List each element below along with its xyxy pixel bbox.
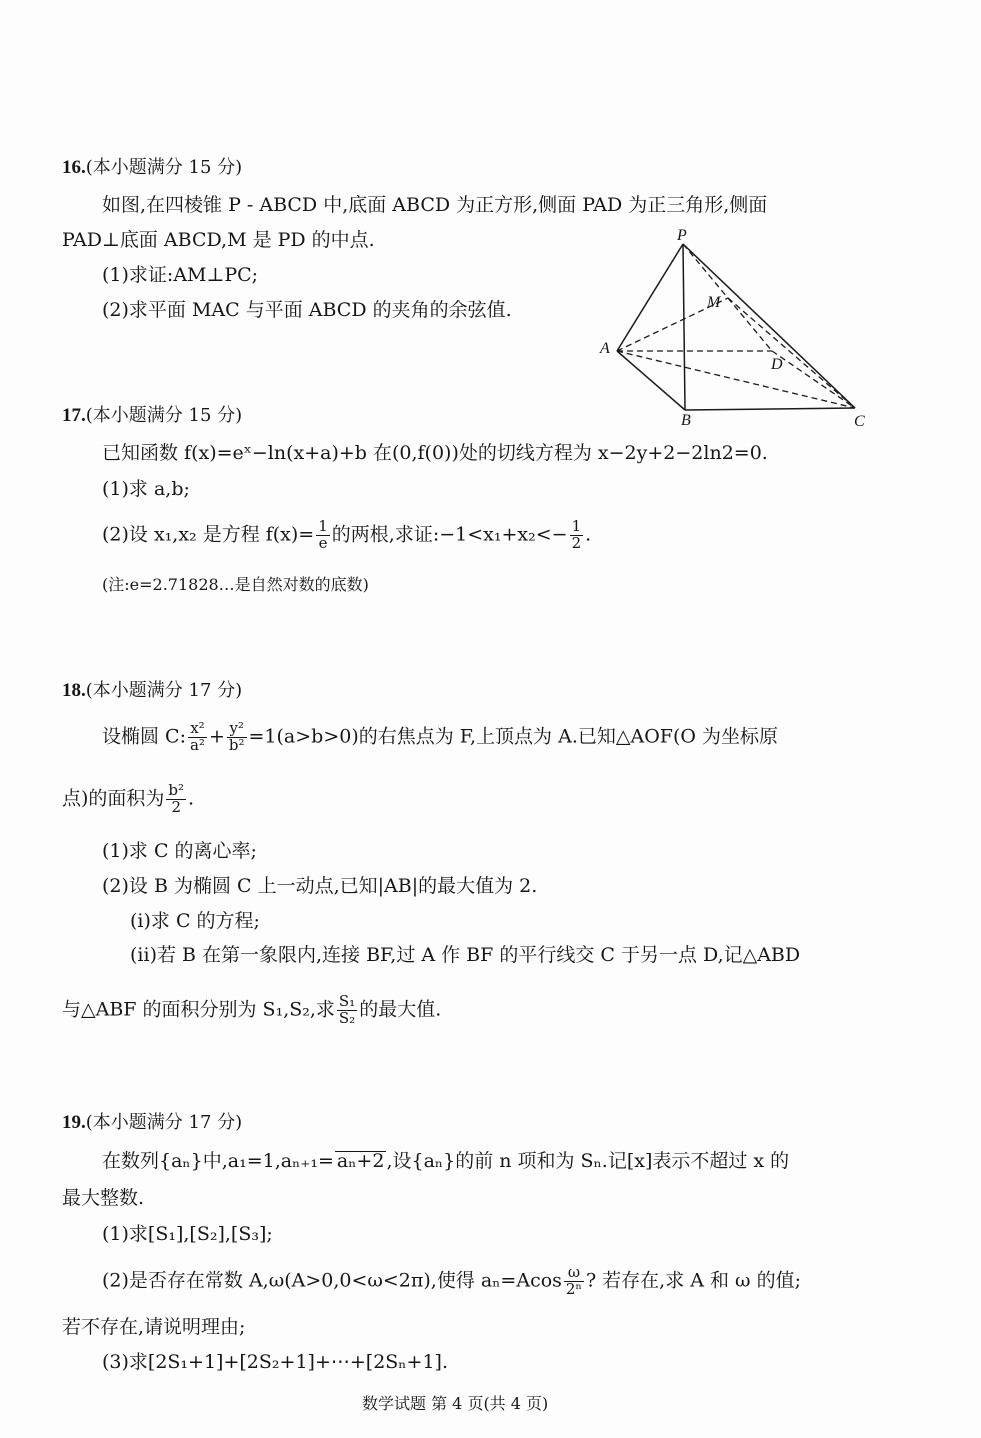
pyramid-figure — [592, 222, 882, 432]
fraction-omega-2n — [564, 1265, 584, 1298]
q19-part1: (1)求[S₁],[S₂],[S₃]; — [102, 1223, 273, 1245]
segment-MC — [728, 298, 855, 408]
frac-denominator: 2 — [571, 533, 582, 552]
q18-line2 — [62, 783, 194, 816]
q19-line1 — [102, 1151, 789, 1171]
q18-text-c: =1(a>b>0)的右焦点为 F,上顶点为 A.已知△AOF(O 为坐标原 — [248, 725, 778, 748]
label-B: B — [681, 412, 691, 429]
q18-number: 18. — [62, 680, 86, 701]
q16-number: 16. — [62, 157, 86, 178]
sqrt-expression — [335, 1151, 387, 1171]
frac-denominator: 2 — [171, 797, 181, 816]
edge-BC — [685, 408, 855, 410]
q18-text-f: 与△ABF 的面积分别为 S₁,S₂,求 — [62, 998, 335, 1021]
q17-score: (本小题满分 15 分) — [85, 405, 243, 426]
q19-text-c: (2)是否存在常数 A,ω(A>0,0<ω<2π),使得 aₙ=Acos — [102, 1269, 562, 1292]
q19-heading — [62, 1113, 242, 1132]
q18-score: (本小题满分 17 分) — [85, 680, 243, 701]
frac-numerator: y² — [227, 721, 247, 738]
q17-line1: 已知函数 f(x)=eˣ−ln(x+a)+b 在(0,f(0))处的切线方程为 x−2y+2−2ln2=0. — [102, 442, 768, 464]
edge-PB — [683, 244, 685, 410]
label-M: M — [707, 294, 721, 311]
q19-score: (本小题满分 17 分) — [85, 1112, 243, 1133]
q18-last-line — [62, 994, 441, 1027]
label-P: P — [677, 227, 687, 244]
q19-text-b: ,设{aₙ}的前 n 项和为 Sₙ.记[x]表示不超过 x 的 — [386, 1150, 790, 1172]
fraction-b2-2 — [166, 783, 186, 816]
frac-numerator: 1 — [571, 517, 582, 535]
page-footer: 数学试题 第 4 页(共 4 页) — [362, 1394, 549, 1413]
q17-part1: (1)求 a,b; — [102, 478, 190, 500]
edge-AB — [617, 351, 685, 410]
q17-part2-text-b: 的两根,求证:−1<x₁+x₂<− — [331, 523, 568, 546]
q17-fraction-1-over-e — [316, 519, 330, 552]
q16-part2: (2)求平面 MAC 与平面 ABCD 的夹角的余弦值. — [102, 299, 512, 321]
frac-denominator: b² — [228, 735, 245, 754]
q17-number: 17. — [62, 405, 86, 426]
edge-PA — [617, 244, 683, 351]
q18-part2: (2)设 B 为椭圆 C 上一动点,已知|AB|的最大值为 2. — [102, 875, 538, 897]
q16-score: (本小题满分 15 分) — [85, 157, 243, 178]
q18-heading — [62, 681, 242, 700]
fraction-x2-a2 — [188, 721, 207, 754]
q17-heading — [62, 406, 242, 425]
label-C: C — [854, 413, 865, 430]
q17-note: (注:e=2.71828…是自然对数的底数) — [102, 575, 369, 594]
sqrt-content: aₙ+2 — [336, 1150, 385, 1172]
q19-part3: (3)求[2S₁+1]+[2S₂+1]+⋯+[2Sₙ+1]. — [102, 1351, 448, 1373]
q16-line1: 如图,在四棱锥 P - ABCD 中,底面 ABCD 为正方形,侧面 PAD 为正三角形,侧面 — [102, 194, 768, 216]
frac-denominator: e — [318, 533, 328, 552]
frac-numerator: S₁ — [338, 992, 356, 1010]
q16-line2: PAD⊥底面 ABCD,M 是 PD 的中点. — [62, 229, 375, 251]
q19-number: 19. — [62, 1112, 86, 1133]
frac-denominator: 2ⁿ — [565, 1279, 582, 1298]
q18-text-a: 设椭圆 C: — [102, 725, 186, 748]
q17-part2 — [102, 519, 591, 552]
q18-text-b: + — [208, 725, 225, 748]
label-A: A — [600, 340, 610, 357]
q18-line1 — [102, 721, 778, 754]
q16-heading — [62, 158, 242, 177]
q19-text-d: ? 若存在,求 A 和 ω 的值; — [585, 1269, 801, 1292]
q18-sub1: (i)求 C 的方程; — [130, 910, 260, 932]
q18-part1: (1)求 C 的离心率; — [102, 840, 257, 862]
fraction-S1-S2 — [337, 994, 357, 1027]
fraction-y2-b2 — [227, 721, 247, 754]
edge-CD — [772, 351, 855, 408]
q17-fraction-1-over-2 — [570, 519, 584, 552]
edge-AC — [617, 351, 855, 408]
q16-part1: (1)求证:AM⊥PC; — [102, 264, 259, 286]
frac-denominator: S₂ — [338, 1008, 356, 1027]
frac-numerator: 1 — [318, 517, 328, 535]
q18-text-d: 点)的面积为 — [62, 787, 165, 810]
q19-text-a: 在数列{aₙ}中,a₁=1,aₙ₊₁= — [102, 1150, 334, 1172]
frac-numerator: ω — [564, 1265, 584, 1282]
edge-PC — [683, 244, 855, 408]
label-D: D — [771, 356, 783, 373]
q18-sub2: (ii)若 B 在第一象限内,连接 BF,过 A 作 BF 的平行线交 C 于另一点 D,记△ABD — [130, 944, 801, 966]
q17-part2-text-a: (2)设 x₁,x₂ 是方程 f(x)= — [102, 523, 315, 546]
frac-denominator: a² — [189, 735, 205, 754]
q19-line2: 最大整数. — [62, 1187, 145, 1209]
q18-text-e: . — [188, 787, 195, 810]
frac-numerator: x² — [188, 721, 207, 738]
edge-PD — [683, 244, 772, 351]
q19-part2-line2: 若不存在,请说明理由; — [62, 1316, 246, 1338]
frac-numerator: b² — [168, 781, 185, 799]
q17-part2-text-c: . — [585, 523, 592, 546]
q18-text-g: 的最大值. — [359, 998, 442, 1021]
q19-part2 — [102, 1265, 801, 1298]
